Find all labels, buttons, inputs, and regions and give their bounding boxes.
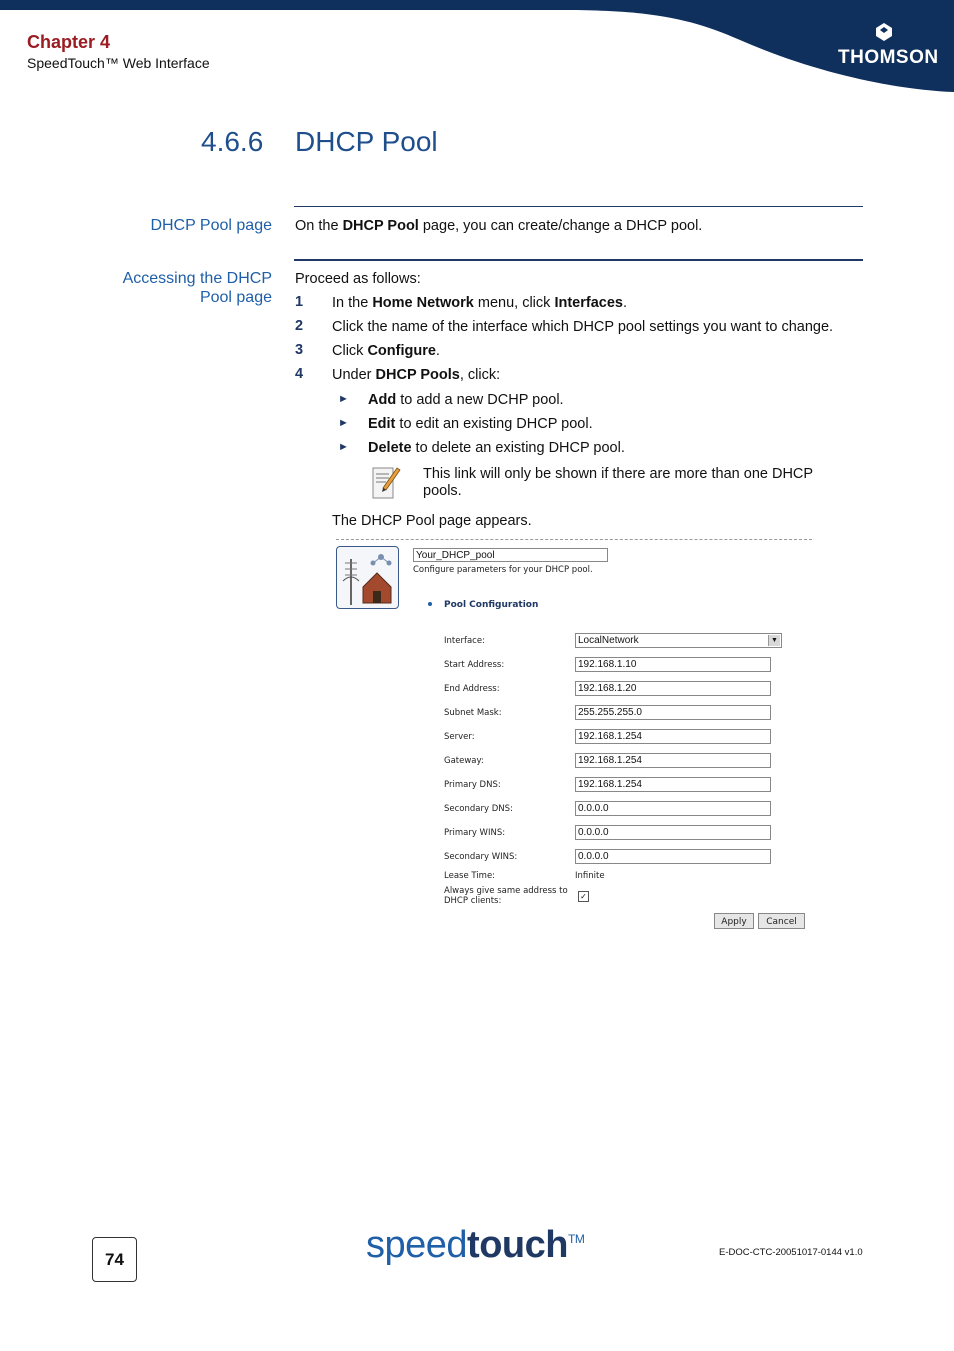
arrow-bullet-icon: ► (338, 417, 349, 429)
screenshot-divider (336, 539, 812, 540)
cancel-button[interactable]: Cancel (758, 913, 805, 929)
field-label: End Address: (444, 684, 500, 694)
field-label: Start Address: (444, 660, 505, 670)
document-reference: E-DOC-CTC-20051017-0144 v1.0 (719, 1247, 863, 1258)
section-bullet-icon (428, 602, 432, 606)
header-subtitle: SpeedTouch™ Web Interface (27, 55, 210, 71)
side-label-dhcp-pool-page: DHCP Pool page (150, 217, 272, 234)
section-number: 4.6.6 (201, 126, 264, 157)
header-band (0, 0, 954, 92)
server-input[interactable]: 192.168.1.254 (575, 729, 771, 744)
thomson-logo-icon (872, 22, 896, 42)
field-label: Primary DNS: (444, 780, 501, 790)
page-appears-text: The DHCP Pool page appears. (332, 513, 532, 529)
step-number: 2 (295, 318, 304, 334)
subnet-mask-input[interactable]: 255.255.255.0 (575, 705, 771, 720)
primary-dns-input[interactable]: 192.168.1.254 (575, 777, 771, 792)
field-label: Server: (444, 732, 475, 742)
bullet-text: Delete to delete an existing DHCP pool. (368, 440, 625, 456)
section-title: DHCP Pool (295, 126, 438, 157)
interface-select[interactable]: LocalNetwork ▼ (575, 633, 782, 648)
field-label: Primary WINS: (444, 828, 506, 838)
always-same-address-label: Always give same address to DHCP clients: (444, 886, 568, 906)
arrow-bullet-icon: ► (338, 393, 349, 405)
field-label: Secondary DNS: (444, 804, 513, 814)
secondary-wins-input[interactable]: 0.0.0.0 (575, 849, 771, 864)
field-label: Gateway: (444, 756, 484, 766)
start-address-input[interactable]: 192.168.1.10 (575, 657, 771, 672)
pool-hint: Configure parameters for your DHCP pool. (413, 565, 593, 575)
primary-wins-input[interactable]: 0.0.0.0 (575, 825, 771, 840)
chapter-label: Chapter 4 (27, 32, 111, 52)
pool-name-input[interactable]: Your_DHCP_pool (413, 548, 608, 562)
step-number: 4 (295, 366, 304, 382)
step-number: 3 (295, 342, 304, 358)
lease-time-label: Lease Time: (444, 871, 496, 881)
step-text: Under DHCP Pools, click: (332, 367, 501, 383)
speedtouch-logo: speedtouch™ (366, 1224, 585, 1266)
side-label-accessing: Accessing the DHCP Pool page (122, 270, 272, 306)
section-heading (201, 126, 438, 158)
always-same-address-checkbox[interactable]: ✓ (578, 891, 589, 902)
pool-configuration-title: Pool Configuration (444, 600, 539, 610)
arrow-bullet-icon: ► (338, 441, 349, 453)
chevron-down-icon[interactable]: ▼ (768, 635, 780, 646)
procedure-intro: Proceed as follows: (295, 271, 421, 287)
end-address-input[interactable]: 192.168.1.20 (575, 681, 771, 696)
dhcp-pool-page-description: On the DHCP Pool page, you can create/change a DHCP pool. (295, 218, 703, 234)
lease-time-value: Infinite (575, 871, 605, 881)
field-label: Subnet Mask: (444, 708, 502, 718)
bullet-text: Add to add a new DCHP pool. (368, 392, 564, 408)
apply-button[interactable]: Apply (714, 913, 754, 929)
note-pencil-icon (371, 464, 401, 500)
interface-label: Interface: (444, 636, 485, 646)
divider (294, 259, 863, 261)
note-text: This link will only be shown if there are more than one DHCP pools. (423, 466, 814, 499)
gateway-input[interactable]: 192.168.1.254 (575, 753, 771, 768)
step-text: Click Configure. (332, 343, 440, 359)
page-number: 74 (92, 1237, 137, 1282)
step-text: Click the name of the interface which DHCP pool settings you want to change. (332, 319, 834, 335)
field-label: Secondary WINS: (444, 852, 518, 862)
bullet-text: Edit to edit an existing DHCP pool. (368, 416, 593, 432)
thomson-brand: THOMSON (838, 47, 939, 68)
step-number: 1 (295, 294, 304, 310)
secondary-dns-input[interactable]: 0.0.0.0 (575, 801, 771, 816)
step-text: In the Home Network menu, click Interfaces. (332, 295, 627, 311)
network-house-icon (336, 546, 399, 609)
divider (294, 206, 863, 207)
